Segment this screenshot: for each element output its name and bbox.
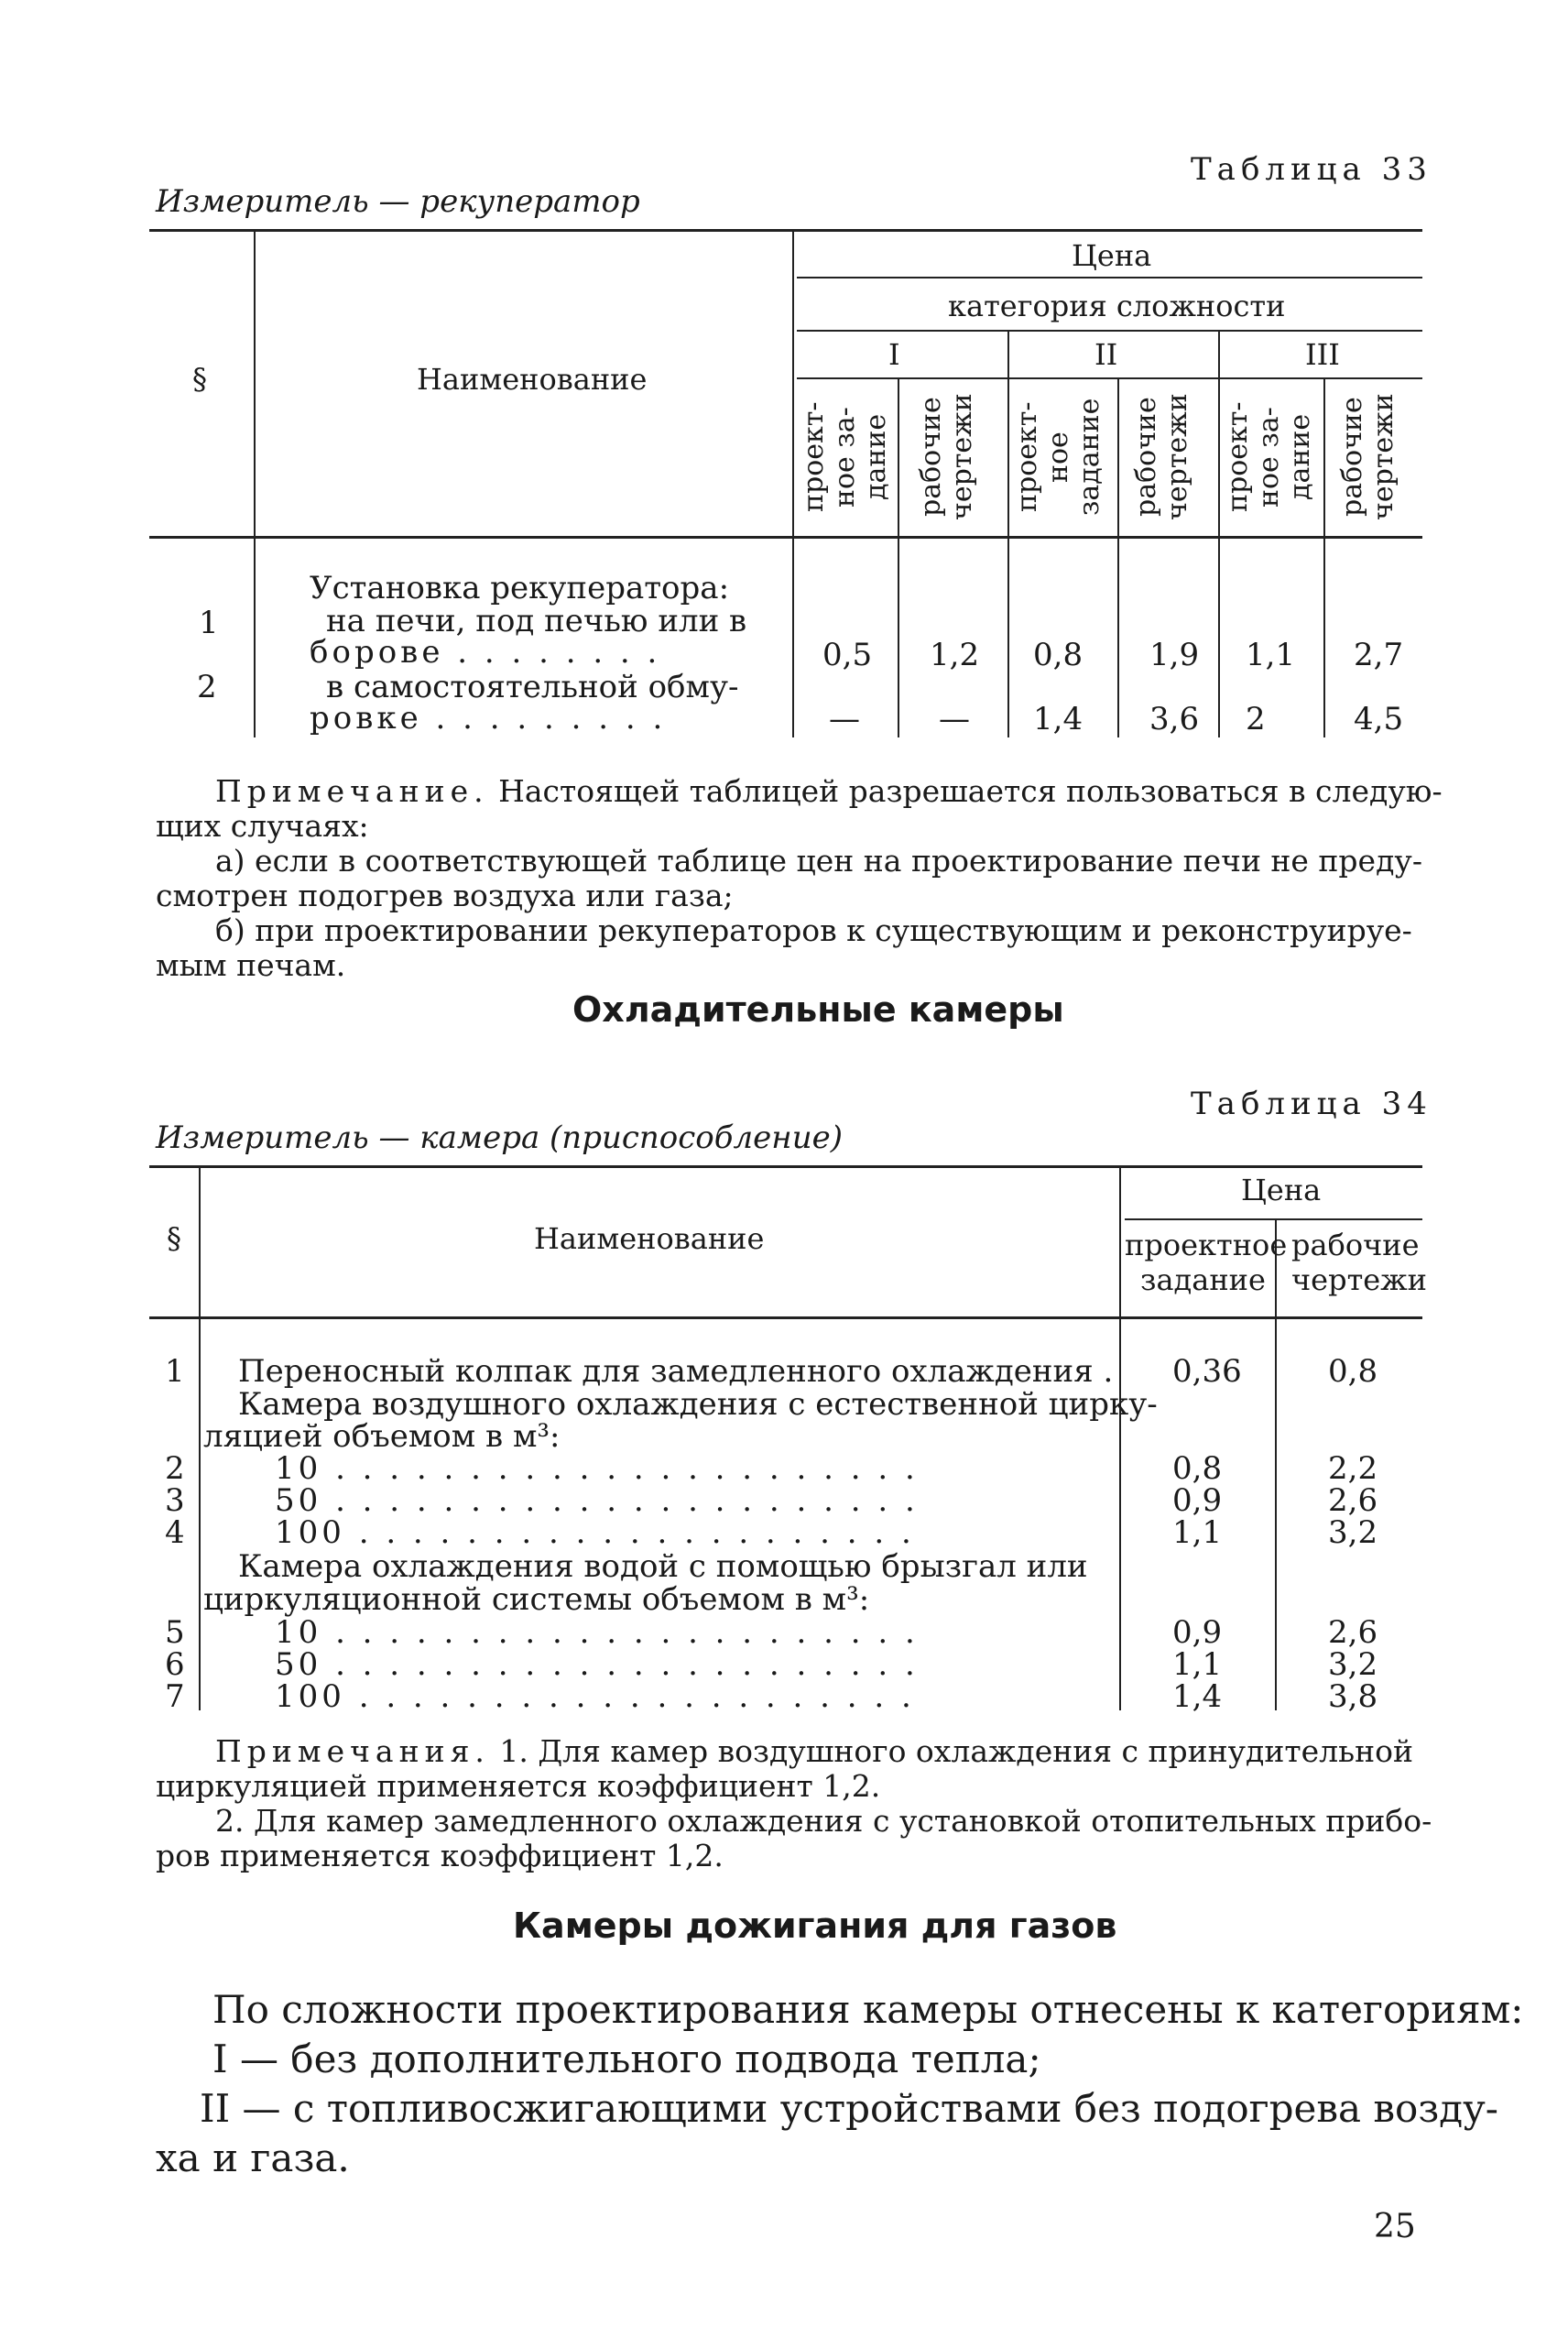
table33-note-a2: смотрен подогрев воздуха или газа; — [156, 878, 734, 913]
table34-r6-text: 50 . . . . . . . . . . . . . . . . . . . . . . — [275, 1646, 919, 1683]
section-heading-cooling: Охладительные камеры — [572, 989, 1064, 1030]
table33-row1-line1: на печи, под печью или в — [326, 603, 747, 639]
table33-note-line2: щих случаях: — [156, 808, 369, 844]
table34-r5-a: 0,9 — [1172, 1614, 1223, 1651]
table34-r3-a: 0,9 — [1172, 1482, 1223, 1519]
table33-row1-n: 1 — [199, 605, 219, 641]
page-number: 25 — [1374, 2208, 1416, 2245]
table33-sub3a: проект- ное за- дание — [1222, 401, 1316, 513]
table34-r1-b: 0,8 — [1328, 1353, 1378, 1390]
table34-sub-a1: проектное — [1125, 1228, 1288, 1262]
table34-r2-b: 2,2 — [1328, 1450, 1378, 1487]
table34-group1-l2: ляцией объемом в м³: — [203, 1418, 561, 1455]
table33-cat1: I — [888, 337, 900, 372]
table33-r1-v6: 2,7 — [1354, 637, 1404, 673]
table34-sub-a2: задание — [1140, 1262, 1266, 1297]
table34-measure: Измеритель — камера (приспособление) — [156, 1119, 843, 1156]
table33-r2-v5: 2 — [1246, 701, 1266, 737]
table33-r1-v5: 1,1 — [1246, 637, 1296, 673]
table34-notes-2a: 2. Для камер замедленного охлаждения с установкой отопительных прибо- — [215, 1803, 1432, 1839]
table34-notes-2b: ров применяется коэффициент 1,2. — [156, 1838, 724, 1873]
body-line1: По сложности проектирования камеры отнесены к категориям: — [212, 1987, 1524, 2032]
table34-r4-n: 4 — [165, 1514, 185, 1551]
body-line4: ха и газа. — [156, 2135, 350, 2180]
table34-r5-text: 10 . . . . . . . . . . . . . . . . . . . . . . — [275, 1614, 919, 1651]
table34-r4-b: 3,2 — [1328, 1514, 1378, 1551]
table33-r1-v1: 0,5 — [822, 637, 873, 673]
table33-row2-line2: ровке . . . . . . . . . — [310, 700, 667, 737]
table33-sub2a: проект- ное задание — [1011, 398, 1105, 517]
body-line2: I — без дополнительного подвода тепла; — [212, 2037, 1041, 2081]
table34-r7-b: 3,8 — [1328, 1678, 1378, 1715]
table34-r4-a: 1,1 — [1172, 1514, 1223, 1551]
table34-notes-line1: Примечания. 1. Для камер воздушного охлаждения с принудительной — [215, 1733, 1413, 1769]
table33-row2-n: 2 — [197, 669, 217, 705]
table33-r2-v4: 3,6 — [1149, 701, 1200, 737]
table33-r2-v2: — — [939, 701, 970, 737]
table34-r2-a: 0,8 — [1172, 1450, 1223, 1487]
table34-sub-b1: рабочие — [1291, 1228, 1420, 1262]
table34-sub-b2: чертежи — [1291, 1262, 1427, 1297]
table33-r1-v3: 0,8 — [1033, 637, 1083, 673]
table33-measure: Измеритель — рекуператор — [156, 183, 640, 220]
table33-category: категория сложности — [948, 289, 1286, 323]
table33-note-line1: Примечание. Настоящей таблицей разрешается пользоваться в следую- — [215, 773, 1443, 809]
table34-r2-text: 10 . . . . . . . . . . . . . . . . . . . . . . — [275, 1450, 919, 1487]
table33-r2-v1: — — [829, 701, 860, 737]
table33-row1-line2: борове . . . . . . . . — [310, 634, 661, 671]
table33-r2-v3: 1,4 — [1033, 701, 1083, 737]
table33-label: Таблица 33 — [1191, 151, 1432, 188]
table34-r5-n: 5 — [165, 1614, 185, 1651]
table34-label: Таблица 34 — [1191, 1086, 1432, 1122]
table34-r1-a: 0,36 — [1172, 1353, 1242, 1390]
table34-group1-l1: Камера воздушного охлаждения с естественной цирку- — [238, 1386, 1158, 1423]
table33-cat2: II — [1094, 337, 1118, 372]
table33-sub1a: проект- ное за- дание — [798, 401, 892, 513]
table34-r7-n: 7 — [165, 1678, 185, 1715]
table34-r6-b: 3,2 — [1328, 1646, 1378, 1683]
table33-col-name: Наименование — [417, 362, 648, 397]
table33-sub2b: рабочие чертежи — [1130, 393, 1193, 521]
table33-row2-line1: в самостоятельной обму- — [326, 669, 739, 705]
table33-sub3b: рабочие чертежи — [1336, 393, 1399, 521]
table34-r1-n: 1 — [165, 1353, 185, 1390]
table34-r4-text: 100 . . . . . . . . . . . . . . . . . . . . . — [275, 1514, 915, 1551]
table33-cat3: III — [1305, 337, 1340, 372]
notes-word: Примечания. — [215, 1733, 490, 1769]
table33-price: Цена — [1072, 238, 1152, 273]
table33-note-b2: мым печам. — [156, 947, 346, 983]
table34-r7-a: 1,4 — [1172, 1678, 1223, 1715]
table34-r3-text: 50 . . . . . . . . . . . . . . . . . . . . . . — [275, 1482, 919, 1519]
table34-r5-b: 2,6 — [1328, 1614, 1378, 1651]
table34-price: Цена — [1241, 1173, 1322, 1207]
table34-r3-b: 2,6 — [1328, 1482, 1378, 1519]
table33-group: Установка рекуператора: — [310, 570, 730, 606]
table33-col-section: § — [192, 362, 207, 397]
section-heading-afterburn: Камеры дожигания для газов — [513, 1906, 1117, 1946]
table34-r2-n: 2 — [165, 1450, 185, 1487]
table33-r1-v2: 1,2 — [930, 637, 980, 673]
table34-r3-n: 3 — [165, 1482, 185, 1519]
table33-r1-v4: 1,9 — [1149, 637, 1200, 673]
table33-r2-v6: 4,5 — [1354, 701, 1404, 737]
table34-r6-a: 1,1 — [1172, 1646, 1223, 1683]
table34-col-name: Наименование — [534, 1221, 765, 1256]
note-word: Примечание. — [215, 773, 489, 809]
table34-col-section: § — [167, 1221, 181, 1256]
table34-group2-l2: циркуляционной системы объемом в м³: — [203, 1581, 870, 1618]
table34-notes-1b: циркуляцией применяется коэффициент 1,2. — [156, 1768, 881, 1804]
table34-r7-text: 100 . . . . . . . . . . . . . . . . . . . . . — [275, 1678, 915, 1715]
table33-note-a1: а) если в соответствующей таблице цен на проектирование печи не преду- — [215, 843, 1422, 879]
table33-note-b1: б) при проектировании рекуператоров к существующим и реконструируе- — [215, 912, 1412, 948]
table34-r1-text: Переносный колпак для замедленного охлаждения . — [238, 1353, 1114, 1390]
body-line3: II — с топливосжигающими устройствами без подогрева возду- — [200, 2086, 1498, 2131]
table34-r6-n: 6 — [165, 1646, 185, 1683]
table33-sub1b: рабочие чертежи — [915, 393, 978, 521]
table34-group2-l1: Камера охлаждения водой с помощью брызгал или — [238, 1548, 1088, 1585]
